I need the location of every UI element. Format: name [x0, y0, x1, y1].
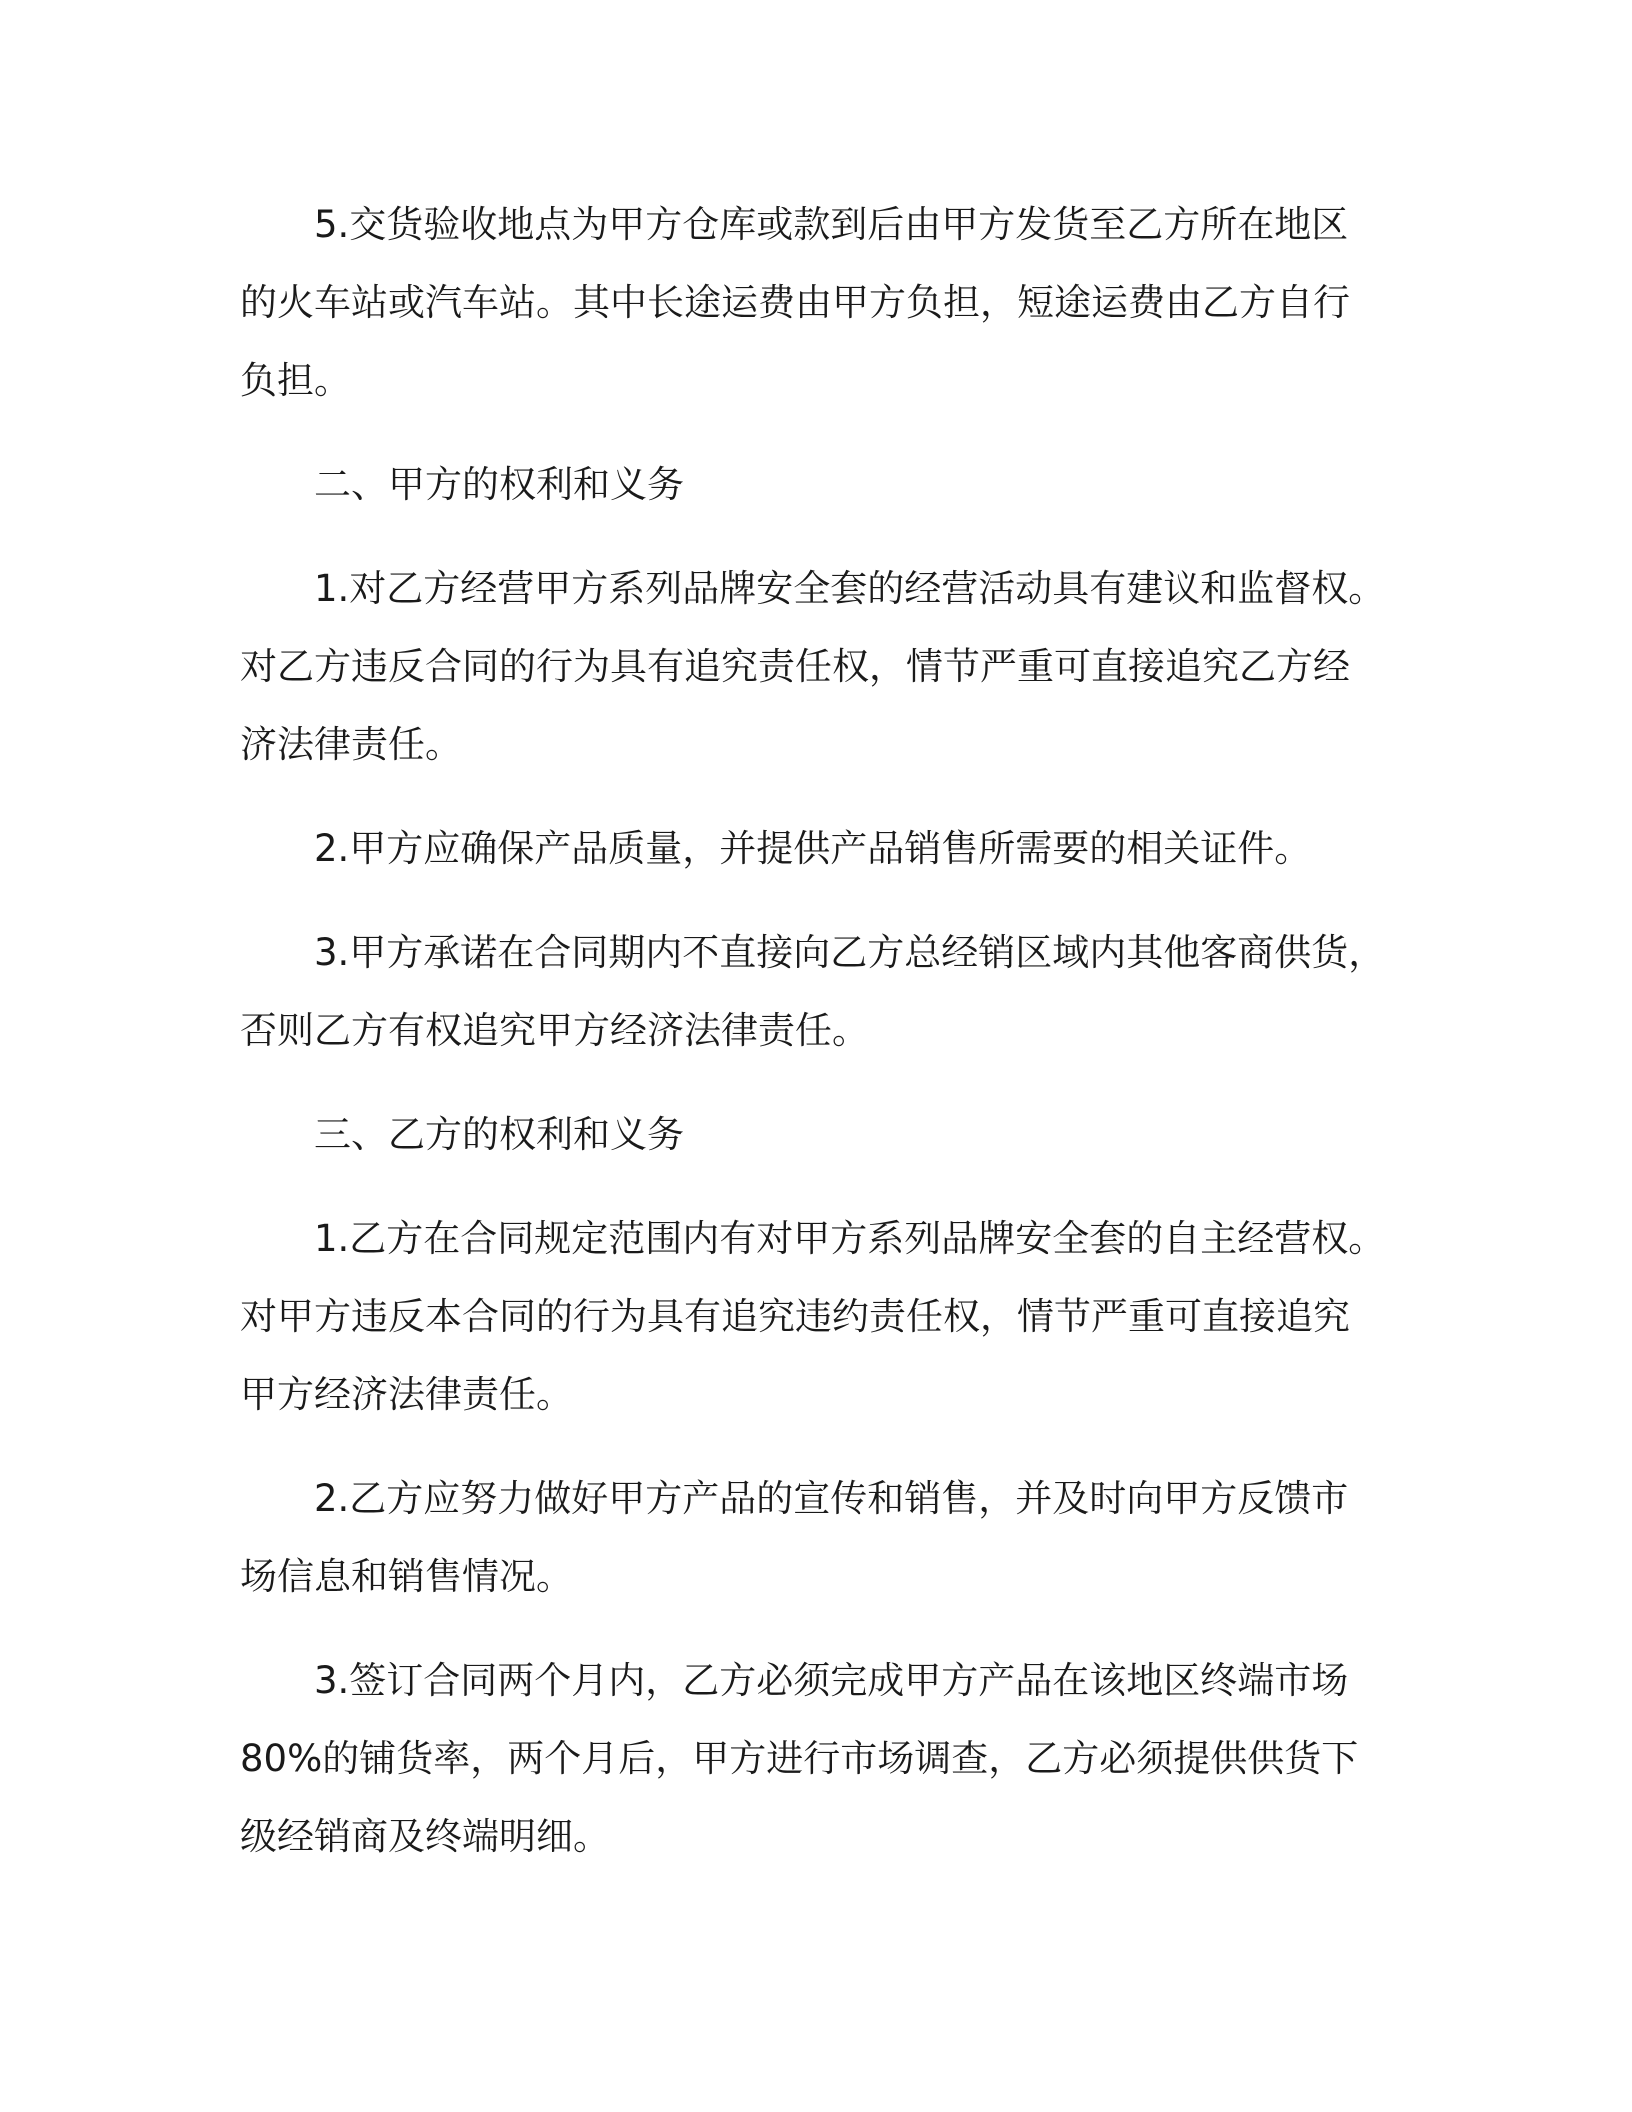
section-heading-party-a: [240, 446, 1400, 524]
heading-text: 二、甲方的权利和义务: [314, 463, 684, 506]
section-heading-party-b: [240, 1096, 1400, 1174]
text-line: 1.对乙方经营甲方系列品牌安全套的经营活动具有建议和监督权。: [314, 567, 1386, 610]
text-line: 5.交货验收地点为甲方仓库或款到后由甲方发货至乙方所在地区: [314, 203, 1349, 246]
text-line: 甲方经济法律责任。: [240, 1373, 573, 1416]
paragraph-party-a-right-3: [240, 914, 1400, 1070]
heading-text: 三、乙方的权利和义务: [314, 1113, 684, 1156]
text-line: 3.甲方承诺在合同期内不直接向乙方总经销区域内其他客商供货，: [314, 931, 1386, 974]
paragraph-party-a-right-1: [240, 550, 1400, 784]
paragraph-party-a-right-2: [240, 810, 1400, 888]
text-line: 2.甲方应确保产品质量，并提供产品销售所需要的相关证件。: [314, 827, 1312, 870]
document-body: [240, 186, 1400, 1902]
text-line: 对甲方违反本合同的行为具有追究违约责任权，情节严重可直接追究: [240, 1295, 1350, 1338]
text-line: 场信息和销售情况。: [240, 1555, 573, 1598]
text-line: 否则乙方有权追究甲方经济法律责任。: [240, 1009, 869, 1052]
text-line: 级经销商及终端明细。: [240, 1815, 610, 1858]
text-line: 2.乙方应努力做好甲方产品的宣传和销售，并及时向甲方反馈市: [314, 1477, 1349, 1520]
text-line: 的火车站或汽车站。其中长途运费由甲方负担，短途运费由乙方自行: [240, 281, 1350, 324]
text-line: 3.签订合同两个月内，乙方必须完成甲方产品在该地区终端市场: [314, 1659, 1349, 1702]
paragraph-party-b-right-3: [240, 1642, 1400, 1876]
paragraph-party-b-right-2: [240, 1460, 1400, 1616]
text-line: 1.乙方在合同规定范围内有对甲方系列品牌安全套的自主经营权。: [314, 1217, 1386, 1260]
text-line: 负担。: [240, 359, 351, 402]
paragraph-delivery-location: [240, 186, 1400, 420]
paragraph-party-b-right-1: [240, 1200, 1400, 1434]
text-line: 对乙方违反合同的行为具有追究责任权，情节严重可直接追究乙方经: [240, 645, 1350, 688]
text-line: 80%的铺货率，两个月后，甲方进行市场调查，乙方必须提供供货下: [240, 1737, 1359, 1780]
text-line: 济法律责任。: [240, 723, 462, 766]
